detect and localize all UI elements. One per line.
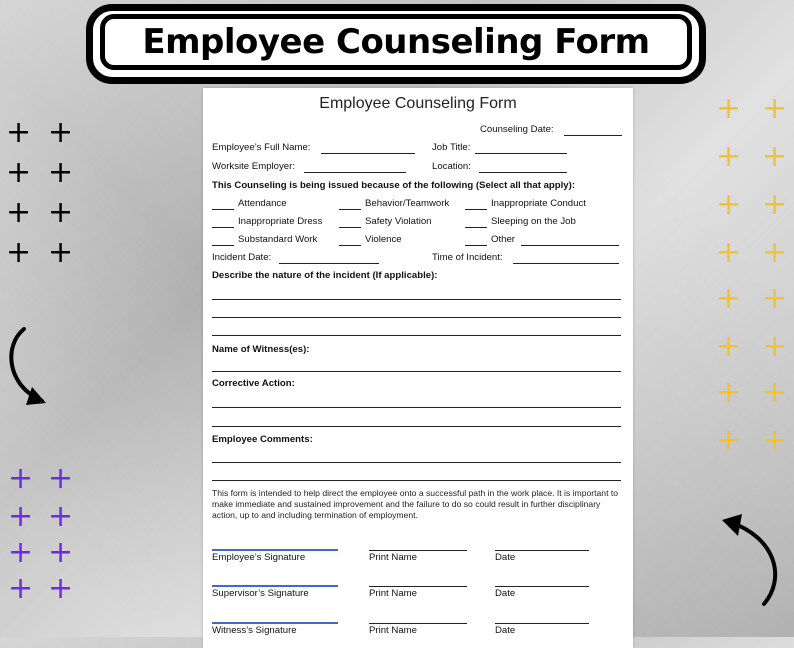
safety-checkbox[interactable]	[339, 227, 361, 228]
plus-icon: +	[48, 461, 74, 496]
form-title: Employee Counseling Form	[319, 95, 517, 112]
plus-icon: +	[716, 375, 742, 410]
plus-icon: +	[716, 139, 742, 174]
reason-conduct: Inappropriate Conduct	[491, 198, 586, 209]
plus-icon: +	[762, 375, 788, 410]
form-document	[203, 88, 633, 648]
plus-icon: +	[8, 461, 34, 496]
curved-arrow-icon	[2, 325, 58, 415]
employee-date-line[interactable]	[495, 550, 589, 551]
supervisor-print-label: Print Name	[369, 588, 417, 599]
plus-icon: +	[8, 499, 34, 534]
time-of-incident-field[interactable]	[513, 263, 619, 264]
plus-icon: +	[6, 155, 32, 190]
plus-icon: +	[8, 571, 34, 606]
plus-icon: +	[8, 535, 34, 570]
reason-violence: Violence	[365, 234, 402, 245]
plus-icon: +	[48, 535, 74, 570]
describe-heading: Describe the nature of the incident (If applicable):	[212, 270, 438, 281]
comments-heading: Employee Comments:	[212, 434, 313, 445]
plus-icon: +	[716, 91, 742, 126]
reason-substandard: Substandard Work	[238, 234, 318, 245]
plus-icon: +	[6, 195, 32, 230]
witness-print-line[interactable]	[369, 623, 467, 624]
plus-icon: +	[716, 423, 742, 458]
violence-checkbox[interactable]	[339, 245, 361, 246]
banner	[100, 14, 692, 70]
reason-sleeping: Sleeping on the Job	[491, 216, 576, 227]
employee-print-label: Print Name	[369, 552, 417, 563]
location-field[interactable]	[479, 172, 567, 173]
counseling-date-label: Counseling Date:	[480, 124, 554, 135]
reason-other: Other	[491, 234, 515, 245]
dress-checkbox[interactable]	[212, 227, 234, 228]
supervisor-signature-label: Supervisor’s Signature	[212, 588, 309, 599]
supervisor-signature-line[interactable]	[212, 585, 338, 587]
supervisor-date-label: Date	[495, 588, 516, 599]
employee-print-line[interactable]	[369, 550, 467, 551]
describe-line[interactable]	[212, 335, 621, 336]
reason-behavior: Behavior/Teamwork	[365, 198, 450, 209]
full-name-field[interactable]	[321, 153, 415, 154]
plus-icon: +	[762, 139, 788, 174]
incident-date-label: Incident Date:	[212, 252, 272, 263]
issued-heading: This Counseling is being issued because of the following (Select all that apply):	[212, 180, 576, 191]
time-of-incident-label: Time of Incident:	[432, 252, 503, 263]
plus-icon: +	[762, 329, 788, 364]
employee-signature-label: Employee’s Signature	[212, 552, 306, 563]
plus-icon: +	[716, 235, 742, 270]
plus-icon: +	[48, 499, 74, 534]
plus-icon: +	[6, 235, 32, 270]
worksite-field[interactable]	[304, 172, 406, 173]
witness-line[interactable]	[212, 371, 621, 372]
comments-line[interactable]	[212, 462, 621, 463]
other-checkbox[interactable]	[465, 245, 487, 246]
witness-print-label: Print Name	[369, 625, 417, 636]
full-name-label: Employee’s Full Name:	[212, 142, 311, 153]
attendance-checkbox[interactable]	[212, 209, 234, 210]
plus-icon: +	[48, 571, 74, 606]
supervisor-date-line[interactable]	[495, 586, 589, 587]
witness-heading: Name of Witness(es):	[212, 344, 310, 355]
witness-date-label: Date	[495, 625, 516, 636]
plus-icon: +	[716, 281, 742, 316]
job-title-field[interactable]	[475, 153, 567, 154]
plus-icon: +	[762, 281, 788, 316]
banner-title: Employee Counseling Form	[142, 22, 650, 62]
plus-icon: +	[716, 187, 742, 222]
reason-attendance: Attendance	[238, 198, 287, 209]
corrective-line[interactable]	[212, 426, 621, 427]
plus-icon: +	[6, 115, 32, 150]
worksite-label: Worksite Employer:	[212, 161, 295, 172]
conduct-checkbox[interactable]	[465, 209, 487, 210]
comments-line[interactable]	[212, 480, 621, 481]
plus-icon: +	[716, 329, 742, 364]
corrective-heading: Corrective Action:	[212, 378, 295, 389]
substandard-checkbox[interactable]	[212, 245, 234, 246]
witness-signature-label: Witness’s Signature	[212, 625, 297, 636]
behavior-checkbox[interactable]	[339, 209, 361, 210]
plus-icon: +	[48, 235, 74, 270]
employee-date-label: Date	[495, 552, 516, 563]
describe-line[interactable]	[212, 317, 621, 318]
reason-dress: Inappropriate Dress	[238, 216, 323, 227]
plus-icon: +	[762, 91, 788, 126]
corrective-line[interactable]	[212, 407, 621, 408]
counseling-date-field[interactable]	[564, 135, 622, 136]
plus-icon: +	[762, 423, 788, 458]
employee-signature-line[interactable]	[212, 549, 338, 551]
curved-arrow-icon	[716, 508, 782, 608]
supervisor-print-line[interactable]	[369, 586, 467, 587]
disclaimer-text: This form is intended to help direct the employee onto a successful path in the work place. It is important to make immediate and sustained improvement and the failure to do so could result in further disciplinary action, up to and including termination of employment.	[212, 488, 619, 520]
witness-signature-line[interactable]	[212, 622, 338, 624]
describe-line[interactable]	[212, 299, 621, 300]
plus-icon: +	[48, 195, 74, 230]
incident-date-field[interactable]	[279, 263, 379, 264]
plus-icon: +	[48, 155, 74, 190]
plus-icon: +	[762, 187, 788, 222]
job-title-label: Job Title:	[432, 142, 471, 153]
location-label: Location:	[432, 161, 471, 172]
plus-icon: +	[762, 235, 788, 270]
plus-icon: +	[48, 115, 74, 150]
other-field[interactable]	[521, 245, 619, 246]
reason-safety: Safety Violation	[365, 216, 432, 227]
witness-date-line[interactable]	[495, 623, 589, 624]
sleeping-checkbox[interactable]	[465, 227, 487, 228]
